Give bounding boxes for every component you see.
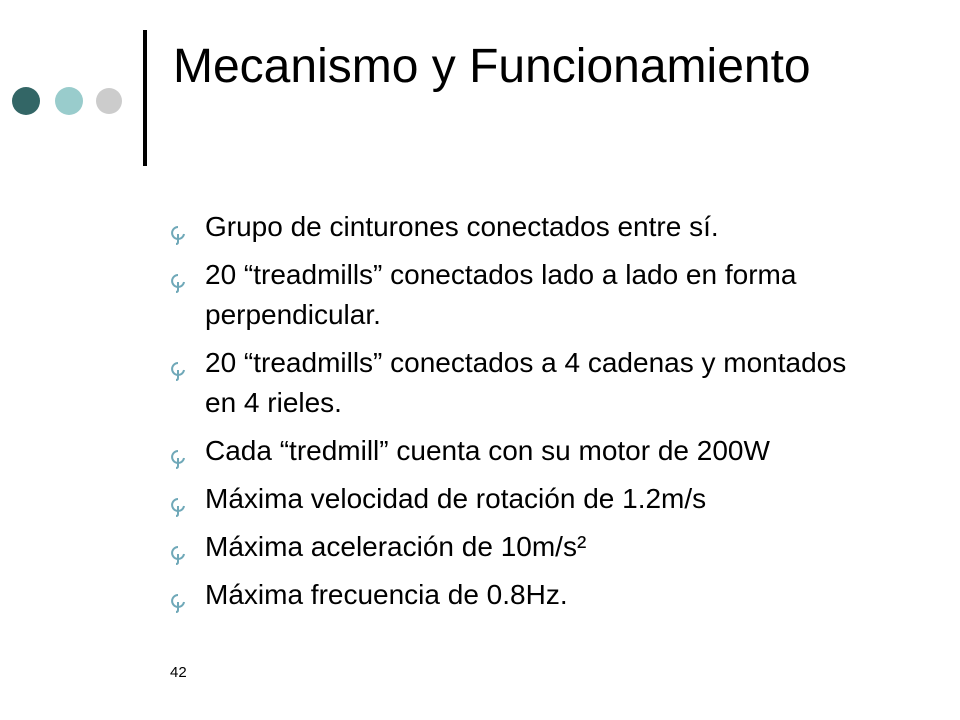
bullet-text: Máxima frecuencia de 0.8Hz. <box>205 579 568 610</box>
bullet-icon <box>170 584 186 604</box>
slide-title: Mecanismo y Funcionamiento <box>173 40 811 93</box>
bullet-item <box>170 575 860 615</box>
bullet-item <box>170 431 860 471</box>
decorative-dot-light <box>55 87 83 115</box>
bullet-text: Máxima velocidad de rotación de 1.2m/s <box>205 483 707 514</box>
bullet-icon <box>170 440 186 460</box>
title-divider-bar <box>143 30 147 166</box>
bullet-icon <box>170 488 186 508</box>
bullet-item <box>170 479 860 519</box>
bullet-item <box>170 343 860 423</box>
bullet-icon <box>170 352 186 372</box>
bullet-item <box>170 527 860 567</box>
decorative-dot-gray <box>96 88 122 114</box>
bullet-text: 20 “treadmills” conectados lado a lado en forma perpendicular. <box>205 259 797 330</box>
bullet-icon <box>170 216 186 236</box>
bullet-text: Grupo de cinturones conectados entre sí. <box>205 211 719 242</box>
bullet-text: 20 “treadmills” conectados a 4 cadenas y montados en 4 rieles. <box>205 347 847 418</box>
bullet-item <box>170 207 860 247</box>
bullet-text: Máxima aceleración de 10m/s² <box>205 531 587 562</box>
bullet-text: Cada “tredmill” cuenta con su motor de 200W <box>205 435 770 466</box>
bullet-icon <box>170 536 186 556</box>
decorative-dot-dark <box>12 87 40 115</box>
bullet-list <box>170 207 860 623</box>
bullet-item <box>170 255 860 335</box>
page-number: 42 <box>170 664 187 681</box>
bullet-icon <box>170 264 186 284</box>
